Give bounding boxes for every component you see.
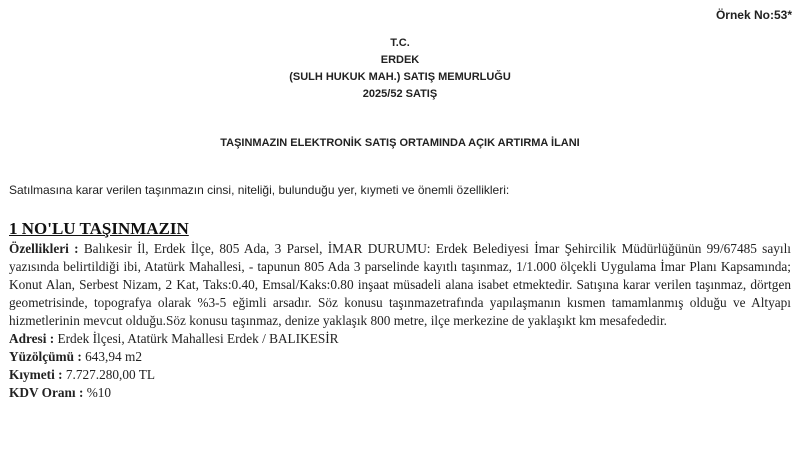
value-row bbox=[9, 366, 791, 384]
header-line-erdek: ERDEK bbox=[380, 54, 420, 66]
vat-row bbox=[9, 384, 791, 402]
features-paragraph bbox=[9, 240, 791, 330]
property-section bbox=[9, 219, 791, 402]
intro-text: Satılmasına karar verilen taşınmazın cinsi, niteliği, bulunduğu yer, kıymeti ve önemli özellikleri: bbox=[9, 183, 510, 197]
header-line-tc: T.C. bbox=[390, 37, 410, 49]
header-line-case: 2025/52 SATIŞ bbox=[362, 88, 438, 100]
sample-number: Örnek No:53* bbox=[715, 8, 792, 22]
property-title: 1 NO'LU TAŞINMAZIN bbox=[9, 219, 189, 238]
institution-header bbox=[0, 35, 800, 103]
header-line-office: (SULH HUKUK MAH.) SATIŞ MEMURLUĞU bbox=[289, 71, 511, 83]
address-row bbox=[9, 330, 791, 348]
area-value: 643,94 m2 bbox=[81, 349, 142, 364]
address-label: Adresi : bbox=[9, 331, 55, 346]
area-label: Yüzölçümü : bbox=[9, 349, 82, 364]
value-amount: 7.727.280,00 TL bbox=[62, 367, 156, 382]
features-label: Özellikleri : bbox=[9, 241, 79, 256]
announcement-title: TAŞINMAZIN ELEKTRONİK SATIŞ ORTAMINDA AÇIK ARTIRMA İLANI bbox=[220, 137, 580, 149]
vat-label: KDV Oranı : bbox=[9, 385, 84, 400]
area-row bbox=[9, 348, 791, 366]
features-text: Balıkesir İl, Erdek İlçe, 805 Ada, 3 Parsel, İMAR DURUMU: Erdek Belediyesi İmar Şehircilik Müdürlüğünün 99/67485 sayılı yazısında belirtildiği ibi, Atatürk Mahallesi, - tapunun 805 Ada 3 parselinde kayıtlı taşınmaz, 1/1.000 ölçekli Uygulama İmar Planı Kapsamında; Konut Alan, Serbest Nizam, 2 Kat, Taks:0.40, Emsal/Kaks:0.80 inşaat müsadeli alana isabet etmektedir. Satışına karar verilen taşınmaz, dörtgen geometrisinde, topografya olarak %3-5 eğimli arsadır. Söz konusu taşınmazetrafında yapılaşmanın kısmen tamamlanmış olduğu ve Altyapı hizmetlerinin mevcut olduğu.Söz konusu taşınmaz, denize yaklaşık 800 metre, ilçe merkezine de yaklaşıkt km mesafededir. bbox=[9, 241, 791, 328]
address-value: Erdek İlçesi, Atatürk Mahallesi Erdek / BALIKESİR bbox=[54, 331, 339, 346]
value-label: Kıymeti : bbox=[9, 367, 63, 382]
vat-value: %10 bbox=[83, 385, 112, 400]
